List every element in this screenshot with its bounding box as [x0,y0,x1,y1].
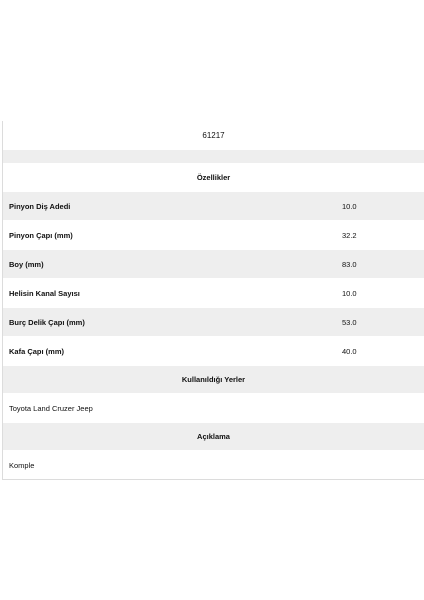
spec-label: Burç Delik Çapı (mm) [9,317,85,327]
spec-label: Helisin Kanal Sayısı [9,288,80,298]
product-code-row [3,121,424,149]
spec-value: 10.0 [342,288,357,298]
usage-header-row [3,365,424,393]
spacer-row [3,149,424,163]
product-spec-table [2,121,424,480]
spec-row [3,307,424,336]
spec-value: 83.0 [342,259,357,269]
description-header-row [3,422,424,450]
spec-row [3,220,424,249]
usage-header: Kullanıldığı Yerler [181,375,246,384]
specs-header-row [3,163,424,191]
product-code: 61217 [202,131,225,140]
description-text: Komple [9,460,35,470]
spec-row [3,278,424,307]
spec-value: 32.2 [342,230,357,240]
spec-value: 40.0 [342,346,357,356]
spec-label: Boy (mm) [9,259,44,269]
description-row [3,450,424,479]
spec-label: Pinyon Çapı (mm) [9,230,73,240]
spec-row [3,191,424,220]
spec-row [3,336,424,365]
description-header: Açıklama [197,432,230,441]
spec-label: Kafa Çapı (mm) [9,346,65,356]
specs-header: Özellikler [196,173,231,182]
spec-row [3,249,424,278]
spec-value: 10.0 [342,201,357,211]
spec-value: 53.0 [342,317,357,327]
usage-row [3,393,424,422]
usage-text: Toyota Land Cruzer Jeep [9,403,93,413]
spec-label: Pinyon Diş Adedi [9,201,71,211]
